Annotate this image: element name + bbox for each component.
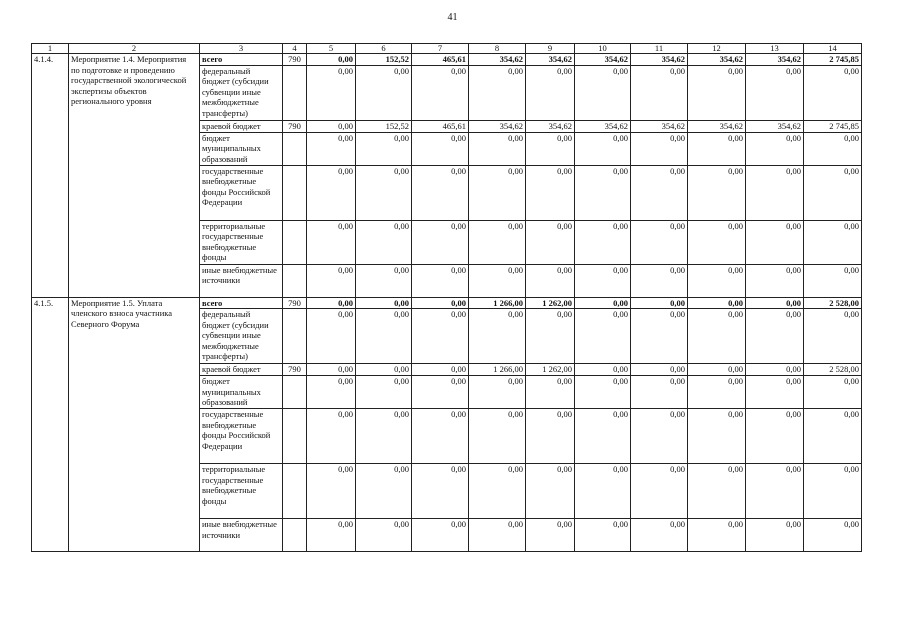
- amount-cell: 0,00: [469, 264, 526, 297]
- column-number: 13: [746, 44, 804, 54]
- amount-cell: 0,00: [526, 264, 575, 297]
- amount-cell: 0,00: [412, 220, 469, 264]
- amount-cell: 0,00: [746, 309, 804, 364]
- amount-cell: 2 528,00: [804, 364, 862, 376]
- amount-cell: 0,00: [575, 519, 631, 552]
- amount-cell: 0,00: [356, 364, 412, 376]
- amount-cell: 0,00: [688, 65, 746, 120]
- amount-cell: 0,00: [307, 364, 356, 376]
- amount-cell: 2 745,85: [804, 120, 862, 132]
- amount-cell: 0,00: [307, 519, 356, 552]
- amount-cell: 0,00: [356, 309, 412, 364]
- table-row: [32, 297, 862, 309]
- amount-cell: 0,00: [575, 364, 631, 376]
- amount-cell: 0,00: [688, 297, 746, 309]
- amount-cell: 1 266,00: [469, 297, 526, 309]
- funding-source: государственные внебюджетные фонды Российской Федерации: [200, 165, 283, 220]
- table-body: [32, 44, 862, 552]
- amount-cell: 152,52: [356, 54, 412, 66]
- amount-cell: 2 528,00: [804, 297, 862, 309]
- funding-source: иные внебюджетные источники: [200, 519, 283, 552]
- amount-cell: 0,00: [307, 65, 356, 120]
- budget-code: [283, 65, 307, 120]
- amount-cell: 0,00: [688, 409, 746, 464]
- amount-cell: 0,00: [526, 409, 575, 464]
- amount-cell: 0,00: [526, 65, 575, 120]
- column-number: 5: [307, 44, 356, 54]
- budget-code: 790: [283, 54, 307, 66]
- amount-cell: 0,00: [412, 309, 469, 364]
- amount-cell: 0,00: [631, 165, 688, 220]
- amount-cell: 0,00: [804, 65, 862, 120]
- budget-code: [283, 376, 307, 409]
- amount-cell: 0,00: [746, 376, 804, 409]
- amount-cell: 0,00: [356, 65, 412, 120]
- budget-code: [283, 132, 307, 165]
- amount-cell: 354,62: [631, 120, 688, 132]
- amount-cell: 354,62: [688, 120, 746, 132]
- amount-cell: 354,62: [575, 54, 631, 66]
- amount-cell: 0,00: [575, 376, 631, 409]
- budget-code: [283, 220, 307, 264]
- column-number: 9: [526, 44, 575, 54]
- amount-cell: 354,62: [746, 120, 804, 132]
- funding-source: территориальные государственные внебюджетные фонды: [200, 220, 283, 264]
- amount-cell: 0,00: [356, 264, 412, 297]
- amount-cell: 0,00: [631, 309, 688, 364]
- amount-cell: 0,00: [688, 220, 746, 264]
- amount-cell: 0,00: [412, 65, 469, 120]
- column-number: 4: [283, 44, 307, 54]
- amount-cell: 354,62: [469, 54, 526, 66]
- event-title: Мероприятие 1.5. Уплата членского взноса участника Северного Форума: [69, 297, 200, 552]
- amount-cell: 0,00: [688, 519, 746, 552]
- budget-code: [283, 309, 307, 364]
- amount-cell: 0,00: [746, 464, 804, 519]
- funding-source: территориальные государственные внебюджетные фонды: [200, 464, 283, 519]
- budget-code: 790: [283, 120, 307, 132]
- amount-cell: 465,61: [412, 120, 469, 132]
- amount-cell: 0,00: [804, 165, 862, 220]
- funding-source: федеральный бюджет (субсидии субвенции иные межбюджетные трансферты): [200, 65, 283, 120]
- amount-cell: 0,00: [746, 297, 804, 309]
- amount-cell: 0,00: [631, 220, 688, 264]
- event-title: Мероприятие 1.4. Мероприятия по подготовке и проведению государственной экологической экспертизы объектов регионального уровня: [69, 54, 200, 298]
- event-number: 4.1.5.: [32, 297, 69, 552]
- column-number: 10: [575, 44, 631, 54]
- amount-cell: 0,00: [469, 165, 526, 220]
- amount-cell: 0,00: [575, 409, 631, 464]
- amount-cell: 0,00: [412, 376, 469, 409]
- column-number: 12: [688, 44, 746, 54]
- amount-cell: 0,00: [631, 409, 688, 464]
- amount-cell: 0,00: [526, 519, 575, 552]
- budget-code: 790: [283, 297, 307, 309]
- amount-cell: 0,00: [469, 376, 526, 409]
- funding-source: всего: [200, 54, 283, 66]
- amount-cell: 0,00: [356, 376, 412, 409]
- amount-cell: 1 262,00: [526, 297, 575, 309]
- amount-cell: 1 266,00: [469, 364, 526, 376]
- amount-cell: 354,62: [469, 120, 526, 132]
- amount-cell: 0,00: [688, 264, 746, 297]
- amount-cell: 0,00: [804, 220, 862, 264]
- amount-cell: 0,00: [804, 519, 862, 552]
- amount-cell: 0,00: [469, 220, 526, 264]
- amount-cell: 0,00: [526, 309, 575, 364]
- amount-cell: 0,00: [688, 364, 746, 376]
- amount-cell: 0,00: [412, 409, 469, 464]
- amount-cell: 0,00: [356, 297, 412, 309]
- column-number: 2: [69, 44, 200, 54]
- amount-cell: 0,00: [688, 132, 746, 165]
- amount-cell: 0,00: [746, 220, 804, 264]
- amount-cell: 0,00: [631, 132, 688, 165]
- budget-code: [283, 165, 307, 220]
- amount-cell: 0,00: [307, 54, 356, 66]
- amount-cell: 0,00: [746, 519, 804, 552]
- amount-cell: 0,00: [526, 132, 575, 165]
- amount-cell: 0,00: [469, 309, 526, 364]
- amount-cell: 0,00: [688, 165, 746, 220]
- amount-cell: 0,00: [631, 264, 688, 297]
- funding-source: бюджет муниципальных образований: [200, 376, 283, 409]
- amount-cell: 0,00: [412, 364, 469, 376]
- amount-cell: 0,00: [804, 464, 862, 519]
- amount-cell: 0,00: [356, 165, 412, 220]
- amount-cell: 354,62: [526, 120, 575, 132]
- amount-cell: 0,00: [307, 220, 356, 264]
- amount-cell: 0,00: [688, 464, 746, 519]
- amount-cell: 0,00: [631, 519, 688, 552]
- amount-cell: 0,00: [412, 464, 469, 519]
- funding-source: всего: [200, 297, 283, 309]
- amount-cell: 0,00: [575, 464, 631, 519]
- amount-cell: 0,00: [575, 264, 631, 297]
- amount-cell: 0,00: [356, 220, 412, 264]
- amount-cell: 0,00: [356, 132, 412, 165]
- amount-cell: 0,00: [804, 132, 862, 165]
- budget-code: [283, 264, 307, 297]
- amount-cell: 0,00: [307, 132, 356, 165]
- amount-cell: 0,00: [469, 409, 526, 464]
- amount-cell: 0,00: [631, 297, 688, 309]
- amount-cell: 2 745,85: [804, 54, 862, 66]
- amount-cell: 0,00: [469, 65, 526, 120]
- amount-cell: 152,52: [356, 120, 412, 132]
- budget-code: [283, 464, 307, 519]
- amount-cell: 0,00: [631, 464, 688, 519]
- amount-cell: 0,00: [575, 132, 631, 165]
- amount-cell: 0,00: [804, 264, 862, 297]
- amount-cell: 0,00: [526, 220, 575, 264]
- amount-cell: 0,00: [412, 297, 469, 309]
- amount-cell: 0,00: [469, 464, 526, 519]
- amount-cell: 0,00: [307, 264, 356, 297]
- amount-cell: 465,61: [412, 54, 469, 66]
- amount-cell: 354,62: [631, 54, 688, 66]
- amount-cell: 0,00: [575, 220, 631, 264]
- amount-cell: 0,00: [688, 376, 746, 409]
- amount-cell: 0,00: [469, 132, 526, 165]
- amount-cell: 0,00: [575, 65, 631, 120]
- amount-cell: 0,00: [412, 165, 469, 220]
- funding-source: краевой бюджет: [200, 120, 283, 132]
- amount-cell: 0,00: [575, 165, 631, 220]
- amount-cell: 354,62: [688, 54, 746, 66]
- amount-cell: 354,62: [746, 54, 804, 66]
- funding-source: федеральный бюджет (субсидии субвенции иные межбюджетные трансферты): [200, 309, 283, 364]
- amount-cell: 0,00: [307, 120, 356, 132]
- column-number: 14: [804, 44, 862, 54]
- column-number: 8: [469, 44, 526, 54]
- amount-cell: 354,62: [575, 120, 631, 132]
- amount-cell: 0,00: [746, 165, 804, 220]
- amount-cell: 0,00: [307, 376, 356, 409]
- budget-code: [283, 519, 307, 552]
- amount-cell: 0,00: [307, 464, 356, 519]
- column-number: 7: [412, 44, 469, 54]
- column-number: 11: [631, 44, 688, 54]
- budget-table: [31, 43, 862, 552]
- amount-cell: 0,00: [412, 519, 469, 552]
- amount-cell: 0,00: [804, 376, 862, 409]
- amount-cell: 0,00: [631, 376, 688, 409]
- funding-source: иные внебюджетные источники: [200, 264, 283, 297]
- amount-cell: 0,00: [631, 364, 688, 376]
- amount-cell: 1 262,00: [526, 364, 575, 376]
- amount-cell: 354,62: [526, 54, 575, 66]
- column-number: 1: [32, 44, 69, 54]
- amount-cell: 0,00: [412, 264, 469, 297]
- amount-cell: 0,00: [526, 464, 575, 519]
- budget-code: [283, 409, 307, 464]
- page-number: 41: [447, 12, 458, 23]
- funding-source: бюджет муниципальных образований: [200, 132, 283, 165]
- amount-cell: 0,00: [575, 297, 631, 309]
- amount-cell: 0,00: [804, 309, 862, 364]
- budget-code: 790: [283, 364, 307, 376]
- amount-cell: 0,00: [575, 309, 631, 364]
- column-number-header: [32, 44, 862, 54]
- amount-cell: 0,00: [526, 376, 575, 409]
- amount-cell: 0,00: [307, 309, 356, 364]
- amount-cell: 0,00: [746, 409, 804, 464]
- amount-cell: 0,00: [356, 409, 412, 464]
- column-number: 6: [356, 44, 412, 54]
- amount-cell: 0,00: [804, 409, 862, 464]
- amount-cell: 0,00: [746, 132, 804, 165]
- amount-cell: 0,00: [746, 65, 804, 120]
- table-row: [32, 54, 862, 66]
- amount-cell: 0,00: [356, 464, 412, 519]
- amount-cell: 0,00: [307, 409, 356, 464]
- amount-cell: 0,00: [469, 519, 526, 552]
- amount-cell: 0,00: [307, 165, 356, 220]
- column-number: 3: [200, 44, 283, 54]
- funding-source: государственные внебюджетные фонды Российской Федерации: [200, 409, 283, 464]
- amount-cell: 0,00: [526, 165, 575, 220]
- amount-cell: 0,00: [746, 264, 804, 297]
- event-number: 4.1.4.: [32, 54, 69, 298]
- amount-cell: 0,00: [688, 309, 746, 364]
- amount-cell: 0,00: [746, 364, 804, 376]
- amount-cell: 0,00: [631, 65, 688, 120]
- amount-cell: 0,00: [356, 519, 412, 552]
- amount-cell: 0,00: [412, 132, 469, 165]
- amount-cell: 0,00: [307, 297, 356, 309]
- funding-source: краевой бюджет: [200, 364, 283, 376]
